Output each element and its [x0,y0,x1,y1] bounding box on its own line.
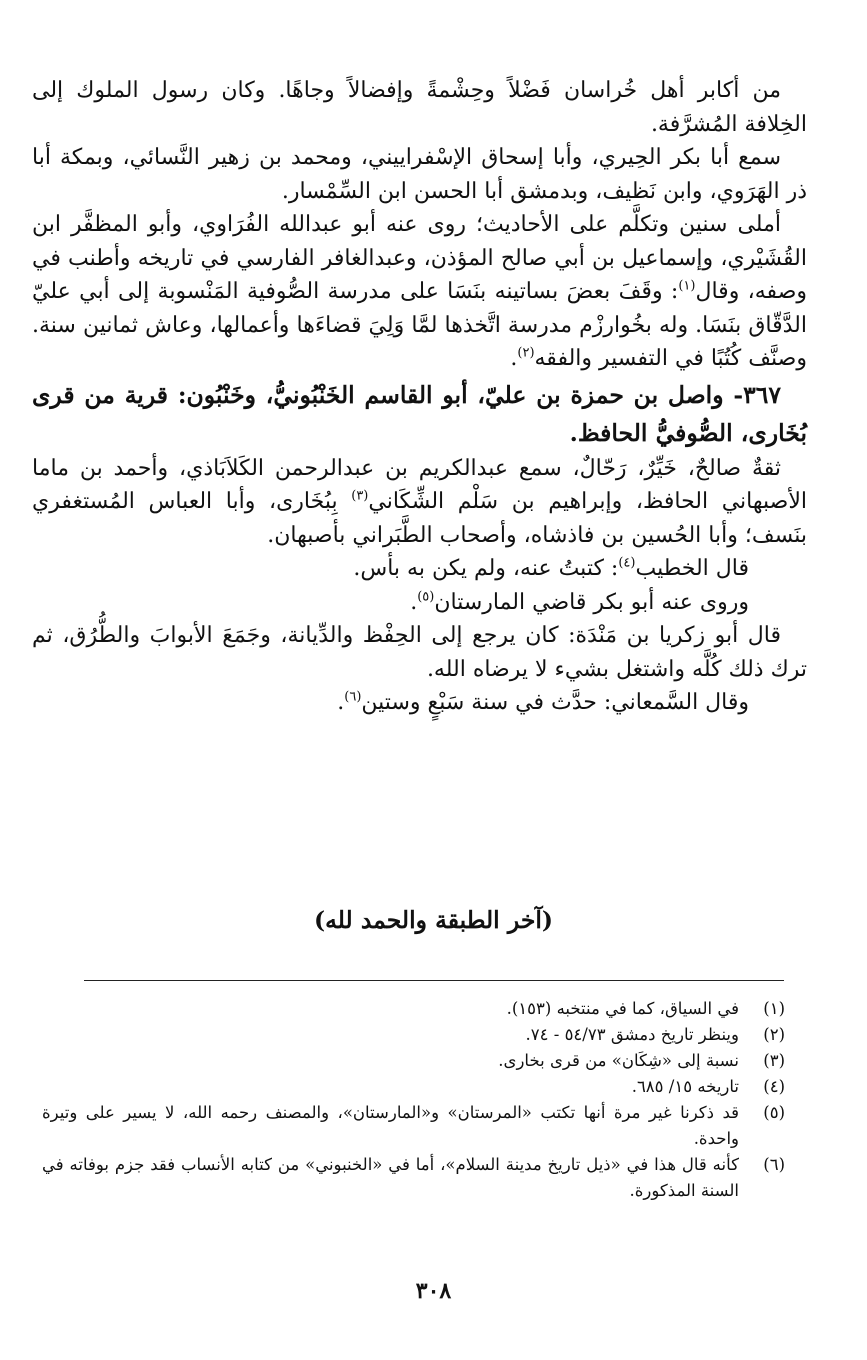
footnote-ref: (١) [678,278,696,294]
footnote-ref: (٢) [517,345,535,361]
footnote [42,1100,785,1152]
quote-line: وقال السَّمعاني: حدَّث في سنة سَبْعٍ وستين$^{(٦)}$. [337,689,749,715]
paragraph: من أكابر أهل خُراسان فَضْلاً وحِشْمةً وإفضالاً وجاهًا. وكان رسول الملوك إلى الخِلافة المُشرَّفة. [32,78,807,137]
entry-heading: ٣٦٧- واصل بن حمزة بن عليّ، أبو القاسم الخَنْبُونيُّ، وخَنْبُون: قرية من قرى بُخَارى، الصُّوفيُّ الحافظ. [32,380,807,447]
main-text [32,74,807,720]
footnote-ref: (٤) [618,555,636,571]
footnote-number: (٣) [763,1051,785,1070]
footnote-ref: (٣) [351,488,369,504]
quote-line: وروى عنه أبو بكر قاضي المارستان$^{(٥)}$. [410,589,749,615]
footnote-number: (٤) [763,1077,785,1096]
paragraph: قال أبو زكريا بن مَنْدَة: كان يرجع إلى الحِفْظ والدِّيانة، وجَمَعَ الأبوابَ والطُّرُق، ثم ترك ذلك كُلَّه واشتغل بشيء لا يرضاه الله. [32,623,807,682]
footnote-ref: (٥) [417,589,435,605]
footnote-text: كأنه قال هذا في «ذيل تاريخ مدينة السلام»، أما في «الخنبوني» من كتابه الأنساب فقد جزم بوفاته في السنة المذكورة. [42,1155,739,1200]
footnotes [42,996,785,1204]
footnote-number: (١) [763,999,785,1018]
footnote [42,1074,785,1100]
quote-line: قال الخطيب$^{(٤)}$: كتبتُ عنه، ولم يكن به بأس. [353,555,749,581]
paragraph: سمع أبا بكر الحِيري، وأبا إسحاق الإسْفراييني، ومحمد بن زهير النَّسائي، وبمكة أبا ذر الهَرَوي، وابن نَظيف، وبدمشق أبا الحسن ابن السِّمْسار. [32,145,807,204]
section-end-title: (آخر الطبقة والحمد لله) [313,906,554,934]
footnote-text: تاريخه ١٥/ ٦٨٥. [631,1077,739,1096]
footnote-text: نسبة إلى «شِكَان» من قرى بخارى. [498,1051,739,1070]
footnote-divider [84,980,784,981]
footnote-number: (٢) [763,1025,785,1044]
footnote-text: في السياق، كما في منتخبه (١٥٣). [506,999,739,1018]
footnote-number: (٦) [763,1155,785,1174]
footnote [42,1022,785,1048]
footnote [42,1152,785,1204]
paragraph: ثقةٌ صالحٌ، خَيِّرٌ، رَحّالٌ، سمع عبدالكريم بن عبدالرحمن الكَلاَبَاذي، وأحمد بن ماما الأصبهاني الحافظ، وإبراهيم بن سَلْم الشِّكَاني$^{(٣)}$ بِبُخَارى، وأبا العباس المُستغفري بنَسف؛ وأبا الحُسين بن فاذشاه، وأصحاب الطَّبَراني بأصبهان. [32,455,808,548]
footnote [42,1048,785,1074]
footnote-text: قد ذكرنا غير مرة أنها تكتب «المرستان» و«المارستان»، والمصنف رحمه الله، لا يسير على وتيرة واحدة. [42,1103,739,1148]
footnote-ref: (٦) [344,689,362,705]
footnote [42,996,785,1022]
footnote-text: وينظر تاريخ دمشق ٥٤/٧٣ - ٧٤. [525,1025,739,1044]
page-number: ٣٠٨ [415,1278,452,1304]
paragraph: أملى سنين وتكلَّم على الأحاديث؛ روى عنه أبو عبدالله الفُرَاوي، وأبو المظفَّر ابن القُشَيْري، وإسماعيل بن أبي صالح المؤذن، وعبدالغافر الفارسي في تاريخه وأطنب في وصفه، وقال$^{(١)}$: وقَفَ بعضَ بساتينه بنَسَا على مدرسة الصُّوفية المَنْسوبة إلى أبي عليّ الدَّقّاق بنَسَا. وله بخُوارزْم مدرسة اتَّخذها لمَّا وَلِيَ قضاءَها وأعمالها، وعاش ثمانين سنة. وصنَّف كُتُبًا في التفسير والفقه$^{(٢)}$. [32,212,807,371]
footnote-number: (٥) [763,1103,785,1122]
